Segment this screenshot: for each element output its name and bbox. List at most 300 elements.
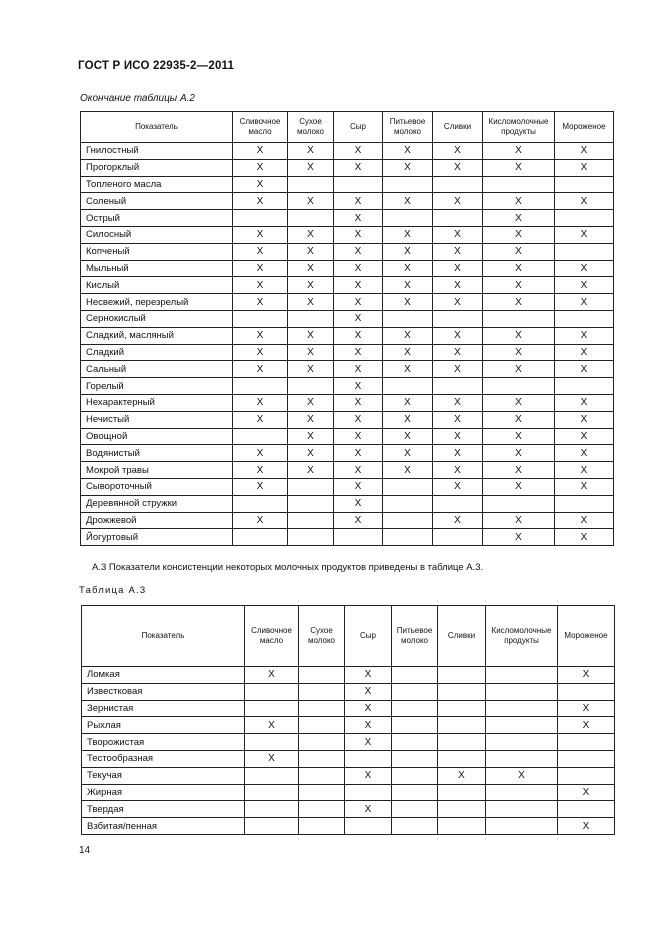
mark-cell <box>345 750 392 767</box>
mark-cell <box>555 210 614 227</box>
row-label: Йогуртовый <box>81 529 233 546</box>
mark-cell: X <box>555 294 614 311</box>
mark-cell: X <box>433 277 483 294</box>
row-label: Сладкий <box>81 344 233 361</box>
mark-cell <box>334 176 383 193</box>
mark-cell: X <box>383 243 433 260</box>
mark-cell <box>555 495 614 512</box>
mark-cell: X <box>483 445 555 462</box>
mark-cell: X <box>483 210 555 227</box>
mark-cell: X <box>433 445 483 462</box>
mark-cell: X <box>233 243 288 260</box>
row-label: Соленый <box>81 193 233 210</box>
mark-cell: X <box>334 210 383 227</box>
mark-cell: X <box>334 445 383 462</box>
mark-cell: X <box>334 243 383 260</box>
mark-cell <box>299 818 345 835</box>
mark-cell: X <box>383 428 433 445</box>
mark-cell: X <box>334 428 383 445</box>
mark-cell <box>483 310 555 327</box>
table-row <box>81 445 614 462</box>
column-header: Сливки <box>433 112 483 143</box>
table-a2-body <box>81 143 614 546</box>
table-row <box>81 143 614 160</box>
mark-cell: X <box>483 327 555 344</box>
mark-cell: X <box>345 667 392 684</box>
mark-cell: X <box>433 159 483 176</box>
row-label: Сывороточный <box>81 478 233 495</box>
mark-cell <box>555 176 614 193</box>
mark-cell <box>392 767 438 784</box>
mark-cell: X <box>334 277 383 294</box>
mark-cell: X <box>555 462 614 479</box>
mark-cell <box>438 818 486 835</box>
row-label: Мокрой травы <box>81 462 233 479</box>
mark-cell: X <box>383 411 433 428</box>
mark-cell: X <box>288 361 334 378</box>
table-row <box>81 394 614 411</box>
row-label: Деревянной стружки <box>81 495 233 512</box>
mark-cell: X <box>334 327 383 344</box>
table-row <box>81 193 614 210</box>
mark-cell: X <box>555 361 614 378</box>
mark-cell <box>288 478 334 495</box>
mark-cell: X <box>233 445 288 462</box>
mark-cell: X <box>483 361 555 378</box>
mark-cell <box>433 495 483 512</box>
mark-cell <box>288 495 334 512</box>
table-row <box>81 344 614 361</box>
mark-cell: X <box>233 394 288 411</box>
mark-cell: X <box>555 344 614 361</box>
mark-cell <box>392 784 438 801</box>
mark-cell <box>555 310 614 327</box>
mark-cell <box>233 495 288 512</box>
table-row <box>81 159 614 176</box>
mark-cell: X <box>433 226 483 243</box>
table-row <box>81 210 614 227</box>
mark-cell <box>438 801 486 818</box>
column-header: Питьевое молоко <box>392 606 438 667</box>
mark-cell <box>555 243 614 260</box>
table-row <box>82 750 615 767</box>
mark-cell <box>383 310 433 327</box>
mark-cell: X <box>433 462 483 479</box>
mark-cell: X <box>233 159 288 176</box>
mark-cell: X <box>433 193 483 210</box>
mark-cell <box>433 176 483 193</box>
table-row <box>81 478 614 495</box>
table-a2-caption: Окончание таблицы А.2 <box>80 93 195 104</box>
column-header: Питьевое молоко <box>383 112 433 143</box>
mark-cell: X <box>288 428 334 445</box>
mark-cell <box>299 734 345 751</box>
mark-cell <box>486 818 558 835</box>
mark-cell: X <box>334 294 383 311</box>
mark-cell <box>383 495 433 512</box>
mark-cell: X <box>483 294 555 311</box>
mark-cell: X <box>433 478 483 495</box>
row-label: Текучая <box>82 767 245 784</box>
row-label: Овощной <box>81 428 233 445</box>
mark-cell: X <box>288 277 334 294</box>
table-row <box>82 700 615 717</box>
column-header: Сыр <box>345 606 392 667</box>
mark-cell <box>299 683 345 700</box>
mark-cell: X <box>433 243 483 260</box>
table-row <box>81 411 614 428</box>
mark-cell <box>299 717 345 734</box>
mark-cell: X <box>383 277 433 294</box>
mark-cell: X <box>233 143 288 160</box>
mark-cell: X <box>334 512 383 529</box>
mark-cell: X <box>433 260 483 277</box>
table-row <box>82 801 615 818</box>
mark-cell <box>245 801 299 818</box>
mark-cell: X <box>288 294 334 311</box>
mark-cell: X <box>483 159 555 176</box>
mark-cell <box>392 700 438 717</box>
table-row <box>81 176 614 193</box>
mark-cell <box>299 700 345 717</box>
mark-cell <box>383 478 433 495</box>
mark-cell <box>438 734 486 751</box>
mark-cell: X <box>383 361 433 378</box>
mark-cell: X <box>288 143 334 160</box>
mark-cell: X <box>383 226 433 243</box>
mark-cell: X <box>555 529 614 546</box>
mark-cell: X <box>555 226 614 243</box>
mark-cell <box>558 767 615 784</box>
mark-cell <box>438 683 486 700</box>
mark-cell: X <box>245 717 299 734</box>
mark-cell: X <box>345 801 392 818</box>
row-label: Силосный <box>81 226 233 243</box>
column-header: Мороженое <box>558 606 615 667</box>
mark-cell <box>392 667 438 684</box>
table-row <box>81 294 614 311</box>
mark-cell: X <box>433 411 483 428</box>
mark-cell <box>383 210 433 227</box>
mark-cell: X <box>558 784 615 801</box>
mark-cell: X <box>433 512 483 529</box>
mark-cell <box>486 683 558 700</box>
table-row <box>81 243 614 260</box>
paragraph-a3: А.3 Показатели консистенции некоторых молочных продуктов приведены в таблице А.3. <box>92 562 484 573</box>
mark-cell: X <box>345 700 392 717</box>
mark-cell <box>245 700 299 717</box>
mark-cell: X <box>288 159 334 176</box>
mark-cell <box>392 750 438 767</box>
mark-cell: X <box>288 260 334 277</box>
mark-cell <box>392 683 438 700</box>
mark-cell <box>245 734 299 751</box>
document-title: ГОСТ Р ИСО 22935-2—2011 <box>78 60 235 72</box>
mark-cell: X <box>558 700 615 717</box>
table-a2-header-row <box>81 112 614 143</box>
mark-cell: X <box>433 294 483 311</box>
mark-cell: X <box>233 344 288 361</box>
mark-cell: X <box>555 394 614 411</box>
column-header: Сливочное масло <box>233 112 288 143</box>
row-label: Нехарактерный <box>81 394 233 411</box>
mark-cell: X <box>483 226 555 243</box>
mark-cell: X <box>555 478 614 495</box>
mark-cell <box>555 378 614 395</box>
table-row <box>81 226 614 243</box>
mark-cell <box>345 784 392 801</box>
mark-cell: X <box>486 767 558 784</box>
mark-cell <box>288 310 334 327</box>
mark-cell: X <box>233 327 288 344</box>
row-label: Горелый <box>81 378 233 395</box>
row-label: Известковая <box>82 683 245 700</box>
mark-cell: X <box>383 294 433 311</box>
column-header: Мороженое <box>555 112 614 143</box>
mark-cell: X <box>383 327 433 344</box>
row-label: Сальный <box>81 361 233 378</box>
row-label: Тестообразная <box>82 750 245 767</box>
column-header: Сухое молоко <box>299 606 345 667</box>
mark-cell <box>233 428 288 445</box>
mark-cell: X <box>433 394 483 411</box>
mark-cell: X <box>555 159 614 176</box>
mark-cell <box>486 801 558 818</box>
mark-cell: X <box>555 143 614 160</box>
mark-cell: X <box>483 277 555 294</box>
mark-cell: X <box>483 462 555 479</box>
mark-cell: X <box>383 462 433 479</box>
mark-cell: X <box>483 411 555 428</box>
mark-cell: X <box>245 667 299 684</box>
mark-cell: X <box>233 226 288 243</box>
table-row <box>81 462 614 479</box>
row-label: Мыльный <box>81 260 233 277</box>
column-header: Кисломолочные продукты <box>483 112 555 143</box>
mark-cell: X <box>483 394 555 411</box>
mark-cell: X <box>288 327 334 344</box>
mark-cell <box>483 495 555 512</box>
mark-cell <box>392 717 438 734</box>
mark-cell <box>433 310 483 327</box>
row-label: Творожистая <box>82 734 245 751</box>
mark-cell: X <box>233 176 288 193</box>
table-a2 <box>80 111 614 546</box>
table-row <box>81 260 614 277</box>
mark-cell <box>558 683 615 700</box>
mark-cell: X <box>555 445 614 462</box>
mark-cell: X <box>483 512 555 529</box>
mark-cell <box>483 176 555 193</box>
mark-cell <box>383 378 433 395</box>
mark-cell <box>438 667 486 684</box>
mark-cell: X <box>383 394 433 411</box>
mark-cell: X <box>334 361 383 378</box>
mark-cell: X <box>555 193 614 210</box>
row-label: Сернокислый <box>81 310 233 327</box>
mark-cell <box>233 529 288 546</box>
mark-cell: X <box>233 512 288 529</box>
table-row <box>82 667 615 684</box>
mark-cell: X <box>233 462 288 479</box>
mark-cell: X <box>288 243 334 260</box>
mark-cell <box>383 512 433 529</box>
mark-cell <box>438 784 486 801</box>
row-label: Зернистая <box>82 700 245 717</box>
table-row <box>82 767 615 784</box>
mark-cell: X <box>334 226 383 243</box>
mark-cell: X <box>383 143 433 160</box>
mark-cell <box>245 784 299 801</box>
mark-cell: X <box>383 159 433 176</box>
mark-cell <box>299 667 345 684</box>
table-row <box>82 784 615 801</box>
mark-cell: X <box>334 159 383 176</box>
mark-cell <box>486 784 558 801</box>
table-row <box>82 717 615 734</box>
mark-cell: X <box>345 767 392 784</box>
row-label: Копченый <box>81 243 233 260</box>
mark-cell: X <box>334 394 383 411</box>
mark-cell <box>288 176 334 193</box>
mark-cell <box>288 378 334 395</box>
mark-cell <box>233 378 288 395</box>
row-label: Острый <box>81 210 233 227</box>
mark-cell: X <box>233 478 288 495</box>
table-a3-caption: Таблица А.3 <box>79 585 147 596</box>
mark-cell: X <box>288 411 334 428</box>
mark-cell: X <box>288 226 334 243</box>
table-row <box>81 495 614 512</box>
mark-cell: X <box>433 143 483 160</box>
mark-cell: X <box>558 667 615 684</box>
mark-cell: X <box>433 361 483 378</box>
mark-cell <box>299 784 345 801</box>
mark-cell: X <box>433 428 483 445</box>
mark-cell: X <box>483 243 555 260</box>
table-row <box>81 310 614 327</box>
mark-cell <box>334 529 383 546</box>
mark-cell: X <box>245 750 299 767</box>
row-label: Дрожжевой <box>81 512 233 529</box>
row-label: Взбитая/пенная <box>82 818 245 835</box>
mark-cell: X <box>383 445 433 462</box>
row-label: Водянистый <box>81 445 233 462</box>
mark-cell: X <box>233 411 288 428</box>
row-label: Прогорклый <box>81 159 233 176</box>
mark-cell <box>558 801 615 818</box>
mark-cell: X <box>334 495 383 512</box>
mark-cell <box>558 734 615 751</box>
row-label: Твердая <box>82 801 245 818</box>
mark-cell: X <box>483 260 555 277</box>
mark-cell <box>486 750 558 767</box>
mark-cell: X <box>483 143 555 160</box>
table-row <box>81 428 614 445</box>
row-label: Жирная <box>82 784 245 801</box>
mark-cell: X <box>233 294 288 311</box>
mark-cell <box>392 818 438 835</box>
column-header: Показатель <box>82 606 245 667</box>
mark-cell <box>392 801 438 818</box>
row-label: Сладкий, масляный <box>81 327 233 344</box>
mark-cell <box>392 734 438 751</box>
mark-cell: X <box>288 394 334 411</box>
column-header: Сыр <box>334 112 383 143</box>
column-header: Показатель <box>81 112 233 143</box>
mark-cell <box>299 767 345 784</box>
mark-cell: X <box>483 344 555 361</box>
table-row <box>81 529 614 546</box>
mark-cell: X <box>334 310 383 327</box>
mark-cell: X <box>558 717 615 734</box>
mark-cell <box>288 512 334 529</box>
mark-cell: X <box>334 344 383 361</box>
mark-cell: X <box>288 445 334 462</box>
mark-cell: X <box>345 717 392 734</box>
mark-cell: X <box>558 818 615 835</box>
mark-cell <box>383 529 433 546</box>
column-header: Кисломолочные продукты <box>486 606 558 667</box>
mark-cell <box>299 750 345 767</box>
mark-cell <box>486 717 558 734</box>
mark-cell: X <box>334 378 383 395</box>
mark-cell <box>438 750 486 767</box>
mark-cell <box>245 818 299 835</box>
table-row <box>81 327 614 344</box>
mark-cell <box>433 529 483 546</box>
mark-cell: X <box>383 193 433 210</box>
mark-cell: X <box>433 344 483 361</box>
mark-cell: X <box>555 327 614 344</box>
mark-cell: X <box>483 193 555 210</box>
mark-cell <box>486 734 558 751</box>
mark-cell: X <box>555 512 614 529</box>
mark-cell: X <box>334 411 383 428</box>
table-a3-body <box>82 667 615 835</box>
mark-cell: X <box>288 462 334 479</box>
row-label: Кислый <box>81 277 233 294</box>
mark-cell <box>558 750 615 767</box>
column-header: Сливки <box>438 606 486 667</box>
table-row <box>82 818 615 835</box>
mark-cell <box>383 176 433 193</box>
mark-cell: X <box>438 767 486 784</box>
mark-cell: X <box>334 462 383 479</box>
mark-cell: X <box>483 529 555 546</box>
mark-cell <box>486 700 558 717</box>
mark-cell: X <box>334 193 383 210</box>
table-row <box>81 512 614 529</box>
table-row <box>81 361 614 378</box>
mark-cell <box>233 310 288 327</box>
row-label: Нечистый <box>81 411 233 428</box>
mark-cell <box>245 767 299 784</box>
mark-cell <box>288 210 334 227</box>
page-number: 14 <box>79 845 91 856</box>
mark-cell: X <box>383 344 433 361</box>
mark-cell: X <box>555 277 614 294</box>
table-a3 <box>81 605 615 835</box>
mark-cell: X <box>334 478 383 495</box>
table-a3-header-row <box>82 606 615 667</box>
mark-cell: X <box>345 734 392 751</box>
mark-cell: X <box>555 411 614 428</box>
mark-cell: X <box>288 193 334 210</box>
column-header: Сливочное масло <box>245 606 299 667</box>
mark-cell: X <box>233 260 288 277</box>
mark-cell <box>288 529 334 546</box>
